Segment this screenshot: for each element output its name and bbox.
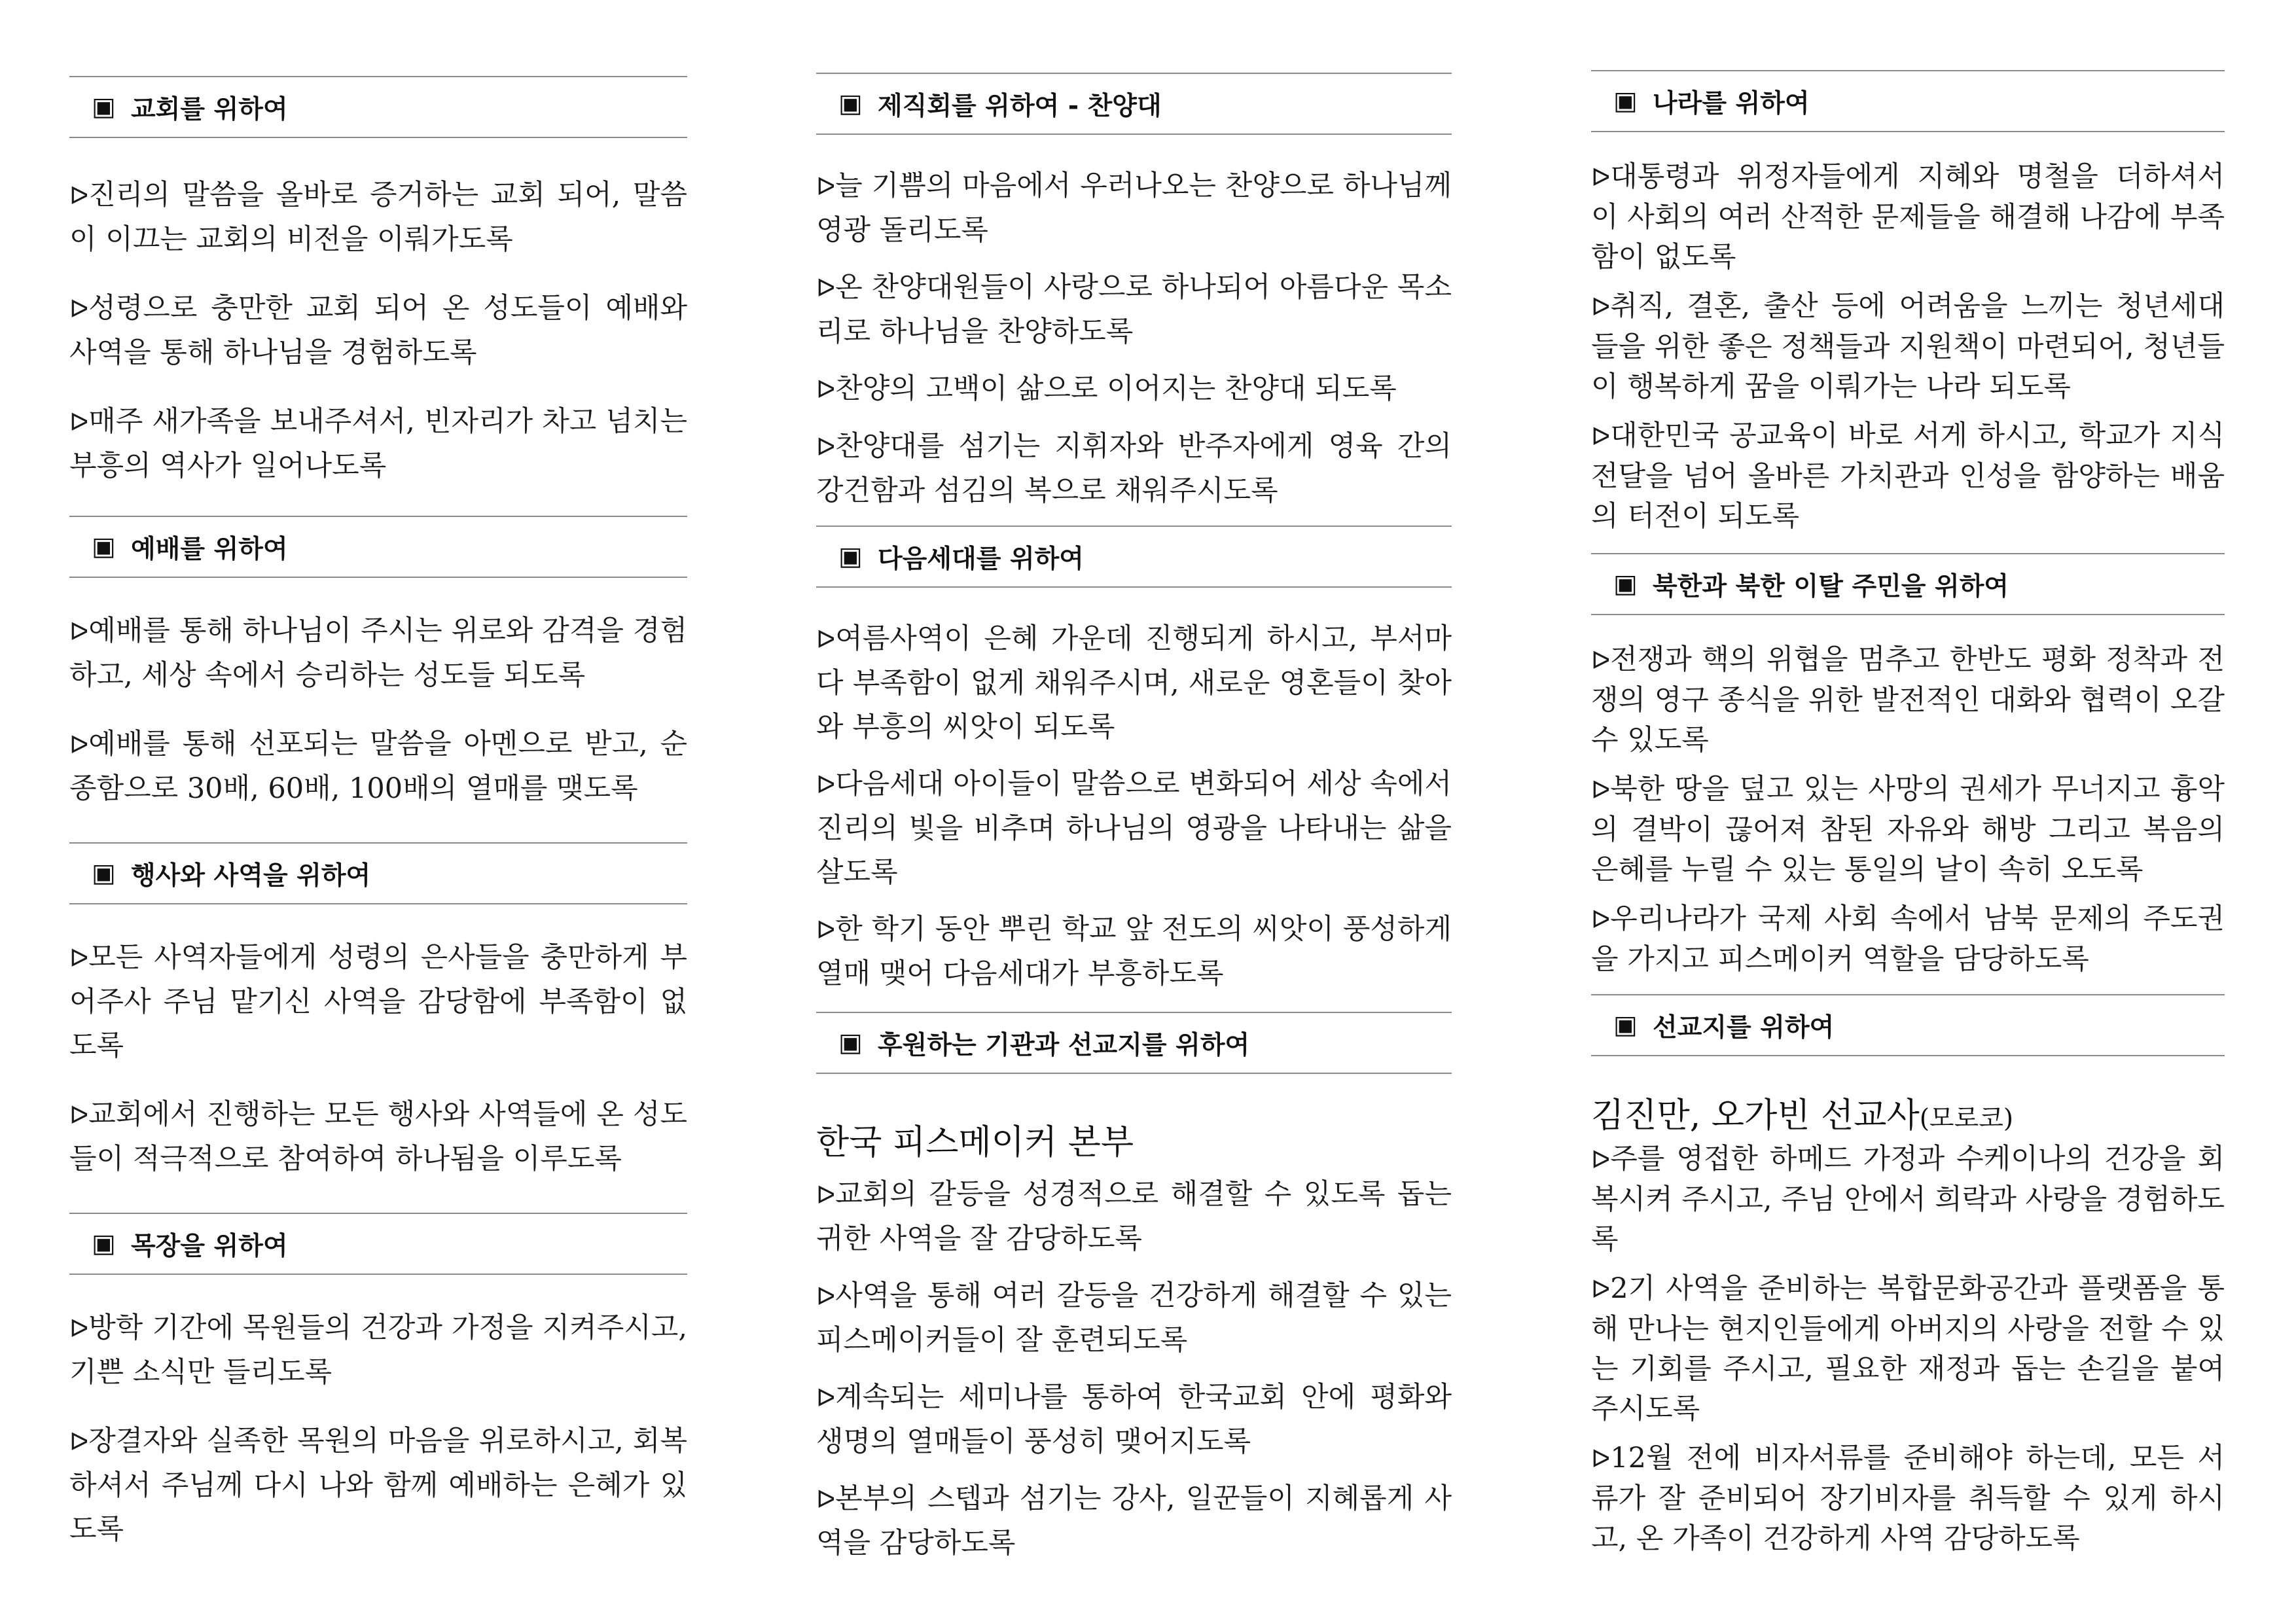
prayer-item bbox=[69, 1419, 687, 1552]
missionary-location: (모로코) bbox=[1919, 1104, 2014, 1133]
section-header bbox=[69, 516, 687, 578]
triangle-bullet-icon: ᐅ bbox=[816, 1181, 836, 1209]
prayer-item bbox=[69, 609, 687, 698]
prayer-text: 다음세대 아이들이 말씀으로 변화되어 세상 속에서 진리의 빛을 비추며 하나님의 영광을 나타내는 삶을 살도록 bbox=[816, 768, 1452, 889]
prayer-text: 대통령과 위정자들에게 지혜와 명철을 더하셔서 이 사회의 여러 산적한 문제들을 해결해 나감에 부족함이 없도록 bbox=[1591, 160, 2225, 274]
section-header bbox=[1591, 70, 2225, 132]
square-bullet-icon: ▣ bbox=[838, 89, 863, 118]
prayer-item bbox=[69, 1306, 687, 1395]
section-header bbox=[1591, 994, 2225, 1056]
square-bullet-icon: ▣ bbox=[838, 542, 863, 571]
prayer-item bbox=[1591, 1269, 2225, 1429]
square-bullet-icon: ▣ bbox=[92, 532, 116, 562]
triangle-bullet-icon: ᐅ bbox=[1591, 1145, 1611, 1174]
square-bullet-icon: ▣ bbox=[838, 1028, 863, 1058]
prayer-text: 찬양의 고백이 삶으로 이어지는 찬양대 되도록 bbox=[835, 372, 1397, 405]
triangle-bullet-icon: ᐅ bbox=[816, 172, 836, 201]
prayer-text: 취직, 결혼, 출산 등에 어려움을 느끼는 청년세대들을 위한 좋은 정책들과 지원책이 마련되어, 청년들이 행복하게 꿈을 이뤄가는 나라 되도록 bbox=[1591, 290, 2225, 403]
prayer-text: 전쟁과 핵의 위협을 멈추고 한반도 평화 정착과 전쟁의 영구 종식을 위한 발전적인 대화와 협력이 오갈 수 있도록 bbox=[1591, 643, 2225, 757]
triangle-bullet-icon: ᐅ bbox=[1591, 646, 1611, 675]
prayer-item bbox=[816, 908, 1452, 996]
section-header bbox=[69, 1213, 687, 1275]
triangle-bullet-icon: ᐅ bbox=[816, 625, 836, 654]
prayer-text: 교회에서 진행하는 모든 행사와 사역들에 온 성도들이 적극적으로 참여하여 하나됨을 이루도록 bbox=[69, 1098, 687, 1175]
section-title: 북한과 북한 이탈 주민을 위하여 bbox=[1653, 571, 2009, 601]
prayer-text: 우리나라가 국제 사회 속에서 남북 문제의 주도권을 가지고 피스메이커 역할을 담당하도록 bbox=[1591, 902, 2225, 976]
triangle-bullet-icon: ᐅ bbox=[816, 1485, 836, 1514]
section-title: 예배를 위하여 bbox=[131, 534, 288, 564]
prayer-item bbox=[69, 173, 687, 262]
prayer-item bbox=[1591, 157, 2225, 277]
section-north-korea bbox=[1591, 553, 2225, 980]
triangle-bullet-icon: ᐅ bbox=[816, 375, 836, 404]
section-nation bbox=[1591, 70, 2225, 537]
prayer-item bbox=[69, 1093, 687, 1181]
prayer-item bbox=[1591, 287, 2225, 407]
section-mission-field bbox=[1591, 994, 2225, 1559]
triangle-bullet-icon: ᐅ bbox=[816, 916, 836, 944]
section-title: 행사와 사역을 위하여 bbox=[131, 861, 371, 891]
prayer-item bbox=[69, 722, 687, 811]
prayer-text: 예배를 통해 선포되는 말씀을 아멘으로 받고, 순종함으로 30배, 60배, 100배의 열매를 맺도록 bbox=[69, 728, 687, 805]
prayer-item bbox=[816, 617, 1452, 749]
triangle-bullet-icon: ᐅ bbox=[1591, 776, 1611, 804]
section-title: 후원하는 기관과 선교지를 위하여 bbox=[878, 1030, 1250, 1060]
triangle-bullet-icon: ᐅ bbox=[816, 1383, 836, 1412]
prayer-item bbox=[816, 1173, 1452, 1261]
prayer-item bbox=[69, 400, 687, 488]
square-bullet-icon: ▣ bbox=[1613, 1010, 1638, 1040]
triangle-bullet-icon: ᐅ bbox=[69, 1314, 89, 1343]
triangle-bullet-icon: ᐅ bbox=[1591, 293, 1611, 321]
section-next-generation bbox=[816, 526, 1452, 996]
organization-name: 한국 피스메이커 본부 bbox=[816, 1123, 1134, 1162]
square-bullet-icon: ▣ bbox=[92, 1229, 116, 1258]
prayer-item bbox=[1591, 640, 2225, 760]
section-small-groups bbox=[69, 1213, 687, 1552]
section-choir bbox=[816, 73, 1452, 513]
prayer-text: 교회의 갈등을 성경적으로 해결할 수 있도록 돕는 귀한 사역을 잘 감당하도록 bbox=[816, 1178, 1452, 1255]
section-header bbox=[1591, 553, 2225, 615]
prayer-item bbox=[816, 425, 1452, 513]
section-title: 제직회를 위하여 - 찬양대 bbox=[878, 91, 1162, 121]
column-1 bbox=[69, 0, 687, 1546]
triangle-bullet-icon: ᐅ bbox=[69, 181, 89, 210]
prayer-text: 찬양대를 섬기는 지휘자와 반주자에게 영육 간의 강건함과 섬김의 복으로 채워주시도록 bbox=[816, 430, 1452, 507]
section-title: 교회를 위하여 bbox=[131, 94, 288, 124]
section-header bbox=[69, 76, 687, 138]
prayer-item bbox=[816, 367, 1452, 412]
prayer-text: 방학 기간에 목원들의 건강과 가정을 지켜주시고, 기쁜 소식만 들리도록 bbox=[69, 1311, 687, 1389]
triangle-bullet-icon: ᐅ bbox=[1591, 422, 1611, 451]
prayer-text: 모든 사역자들에게 성령의 은사들을 충만하게 부어주사 주님 맡기신 사역을 감당함에 부족함이 없도록 bbox=[69, 941, 687, 1062]
section-title: 다음세대를 위하여 bbox=[878, 544, 1084, 574]
prayer-text: 성령으로 충만한 교회 되어 온 성도들이 예배와 사역을 통해 하나님을 경험하도록 bbox=[69, 292, 687, 369]
triangle-bullet-icon: ᐅ bbox=[69, 1427, 89, 1456]
triangle-bullet-icon: ᐅ bbox=[816, 770, 836, 799]
section-church bbox=[69, 76, 687, 488]
triangle-bullet-icon: ᐅ bbox=[1591, 1275, 1611, 1304]
section-title: 목장을 위하여 bbox=[131, 1231, 288, 1261]
triangle-bullet-icon: ᐅ bbox=[1591, 1444, 1611, 1473]
prayer-text: 사역을 통해 여러 갈등을 건강하게 해결할 수 있는 피스메이커들이 잘 훈련되도록 bbox=[816, 1279, 1452, 1357]
triangle-bullet-icon: ᐅ bbox=[69, 294, 89, 323]
triangle-bullet-icon: ᐅ bbox=[816, 274, 836, 302]
prayer-item bbox=[69, 287, 687, 375]
triangle-bullet-icon: ᐅ bbox=[1591, 905, 1611, 934]
triangle-bullet-icon: ᐅ bbox=[69, 617, 89, 646]
square-bullet-icon: ▣ bbox=[92, 859, 116, 888]
section-header bbox=[816, 526, 1452, 588]
prayer-text: 2기 사역을 준비하는 복합문화공간과 플랫폼을 통해 만나는 현지인들에게 아버지의 사랑을 전할 수 있는 기회를 주시고, 필요한 재정과 돕는 손길을 붙여주시도록 bbox=[1591, 1272, 2225, 1425]
prayer-item bbox=[1591, 899, 2225, 980]
prayer-text: 대한민국 공교육이 바로 서게 하시고, 학교가 지식 전달을 넘어 올바른 가치관과 인성을 함양하는 배움의 터전이 되도록 bbox=[1591, 419, 2225, 533]
prayer-item bbox=[1591, 1139, 2225, 1260]
prayer-text: 12월 전에 비자서류를 준비해야 하는데, 모든 서류가 잘 준비되어 장기비자를 취득할 수 있게 하시고, 온 가족이 건강하게 사역 감당하도록 bbox=[1591, 1442, 2225, 1555]
triangle-bullet-icon: ᐅ bbox=[1591, 163, 1611, 192]
section-events bbox=[69, 842, 687, 1181]
prayer-item bbox=[1591, 1438, 2225, 1559]
missionary-name-text: 김진만, 오가빈 선교사 bbox=[1591, 1096, 1920, 1135]
prayer-item bbox=[69, 936, 687, 1068]
prayer-text: 계속되는 세미나를 통하여 한국교회 안에 평화와 생명의 열매들이 풍성히 맺어지도록 bbox=[816, 1381, 1452, 1458]
prayer-text: 주를 영접한 하메드 가정과 수케이나의 건강을 회복시켜 주시고, 주님 안에서 희락과 사랑을 경험하도록 bbox=[1591, 1143, 2225, 1256]
prayer-text: 한 학기 동안 뿌린 학교 앞 전도의 씨앗이 풍성하게 열매 맺어 다음세대가 부흥하도록 bbox=[816, 913, 1452, 990]
square-bullet-icon: ▣ bbox=[1613, 86, 1638, 116]
prayer-text: 매주 새가족을 보내주셔서, 빈자리가 차고 넘치는 부흥의 역사가 일어나도록 bbox=[69, 405, 687, 482]
triangle-bullet-icon: ᐅ bbox=[816, 1282, 836, 1311]
prayer-text: 장결자와 실족한 목원의 마음을 위로하시고, 회복하셔서 주님께 다시 나와 함께 예배하는 은혜가 있도록 bbox=[69, 1425, 687, 1546]
section-worship bbox=[69, 516, 687, 811]
triangle-bullet-icon: ᐅ bbox=[816, 433, 836, 461]
section-supported-orgs bbox=[816, 1012, 1452, 1565]
square-bullet-icon: ▣ bbox=[1613, 569, 1638, 599]
section-title: 선교지를 위하여 bbox=[1653, 1012, 1835, 1043]
prayer-text: 예배를 통해 하나님이 주시는 위로와 감격을 경험하고, 세상 속에서 승리하는 성도들 되도록 bbox=[69, 615, 687, 692]
prayer-text: 온 찬양대원들이 사랑으로 하나되어 아름다운 목소리로 하나님을 찬양하도록 bbox=[816, 271, 1452, 348]
triangle-bullet-icon: ᐅ bbox=[69, 730, 89, 759]
triangle-bullet-icon: ᐅ bbox=[69, 408, 89, 437]
prayer-text: 본부의 스텝과 섬기는 강사, 일꾼들이 지혜롭게 사역을 감당하도록 bbox=[816, 1482, 1452, 1560]
square-bullet-icon: ▣ bbox=[92, 92, 116, 122]
prayer-item bbox=[816, 164, 1452, 253]
triangle-bullet-icon: ᐅ bbox=[69, 1101, 89, 1130]
section-header bbox=[816, 1012, 1452, 1074]
prayer-text: 북한 땅을 덮고 있는 사망의 권세가 무너지고 흉악의 결박이 끊어져 참된 자유와 해방 그리고 복음의 은혜를 누릴 수 있는 통일의 날이 속히 오도록 bbox=[1591, 773, 2225, 886]
prayer-item bbox=[816, 1477, 1452, 1565]
prayer-text: 여름사역이 은혜 가운데 진행되게 하시고, 부서마다 부족함이 없게 채워주시며, 새로운 영혼들이 찾아와 부흥의 씨앗이 되도록 bbox=[816, 622, 1452, 743]
prayer-text: 늘 기쁨의 마음에서 우러나오는 찬양으로 하나님께 영광 돌리도록 bbox=[816, 169, 1452, 247]
prayer-item bbox=[1591, 770, 2225, 890]
prayer-text: 진리의 말씀을 올바로 증거하는 교회 되어, 말씀이 이끄는 교회의 비전을 이뤄가도록 bbox=[69, 179, 687, 256]
prayer-item bbox=[816, 1376, 1452, 1464]
prayer-item bbox=[816, 1274, 1452, 1363]
triangle-bullet-icon: ᐅ bbox=[69, 944, 89, 972]
missionary-name bbox=[1591, 1088, 2225, 1137]
section-header bbox=[816, 73, 1452, 135]
section-title: 나라를 위하여 bbox=[1653, 88, 1810, 118]
prayer-item bbox=[1591, 416, 2225, 537]
prayer-item bbox=[816, 266, 1452, 354]
prayer-item bbox=[816, 762, 1452, 895]
section-header bbox=[69, 842, 687, 904]
